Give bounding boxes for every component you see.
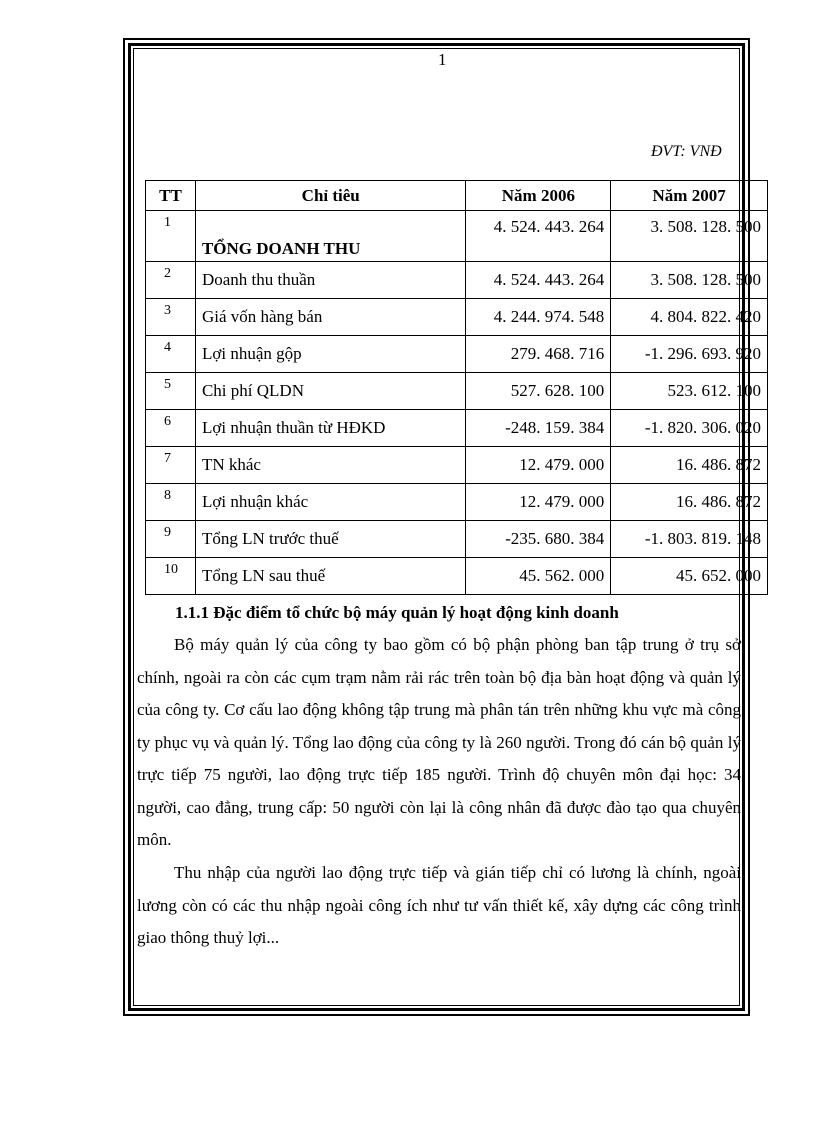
row-value-2006: 4. 244. 974. 548 (466, 299, 611, 336)
table-row (146, 410, 768, 447)
table-row (146, 336, 768, 373)
table-row (146, 447, 768, 484)
row-value-2006: 4. 524. 443. 264 (466, 211, 611, 262)
row-value-2007: 523. 612. 100 (611, 373, 768, 410)
row-value-2006: -248. 159. 384 (466, 410, 611, 447)
row-indicator: Tổng LN trước thuế (195, 521, 466, 558)
row-index: 10 (146, 558, 196, 595)
row-indicator: Giá vốn hàng bán (195, 299, 466, 336)
row-indicator: TN khác (195, 447, 466, 484)
row-value-2006: 279. 468. 716 (466, 336, 611, 373)
row-indicator: Chi phí QLDN (195, 373, 466, 410)
unit-label: ĐVT: VNĐ (651, 143, 722, 160)
paragraph-management-structure: Bộ máy quản lý của công ty bao gồm có bộ phận phòng ban tập trung ở trụ sở chính, ngoài ra còn các cụm trạm nằm rải rác trên toàn bộ địa bàn hoạt động và quản lý của công ty. Cơ cấu lao động không tập trung mà phân tán trên những khu vực mà công ty phục vụ và quản lý. Tổng lao động của công ty là 260 người. Trong đó cán bộ quản lý trực tiếp 75 người, lao động trực tiếp 185 người. Trình độ chuyên môn đại học: 34 người, cao đẳng, trung cấp: 50 người còn lại là công nhân đã được đào tạo qua chuyên môn. (137, 635, 741, 849)
row-value-2007: -1. 820. 306. 020 (611, 410, 768, 447)
row-value-2006: 4. 524. 443. 264 (466, 262, 611, 299)
row-indicator: Lợi nhuận thuần từ HĐKD (195, 410, 466, 447)
row-indicator: Doanh thu thuần (195, 262, 466, 299)
header-indicator: Chỉ tiêu (195, 181, 466, 211)
table-row (146, 211, 768, 262)
row-value-2007: -1. 296. 693. 920 (611, 336, 768, 373)
row-index: 6 (146, 410, 196, 447)
financial-table (145, 180, 768, 595)
row-value-2006: 45. 562. 000 (466, 558, 611, 595)
row-value-2007: 45. 652. 000 (611, 558, 768, 595)
page-number: 1 (438, 50, 447, 69)
header-tt: TT (146, 181, 196, 211)
row-value-2006: 527. 628. 100 (466, 373, 611, 410)
row-value-2007: 3. 508. 128. 500 (611, 211, 768, 262)
table-header-row (146, 181, 768, 211)
row-value-2007: 16. 486. 872 (611, 447, 768, 484)
row-indicator: Tổng LN sau thuế (195, 558, 466, 595)
table-row (146, 484, 768, 521)
row-value-2006: -235. 680. 384 (466, 521, 611, 558)
table-row (146, 521, 768, 558)
row-index: 1 (146, 211, 196, 262)
header-year-2006: Năm 2006 (466, 181, 611, 211)
section-heading: 1.1.1 Đặc điểm tổ chức bộ máy quản lý hoạt động kinh doanh (175, 603, 619, 622)
row-indicator: Lợi nhuận gộp (195, 336, 466, 373)
row-index: 8 (146, 484, 196, 521)
row-index: 5 (146, 373, 196, 410)
row-value-2007: 3. 508. 128. 500 (611, 262, 768, 299)
row-index: 4 (146, 336, 196, 373)
row-value-2006: 12. 479. 000 (466, 484, 611, 521)
row-value-2006: 12. 479. 000 (466, 447, 611, 484)
header-year-2007: Năm 2007 (611, 181, 768, 211)
row-indicator: TỔNG DOANH THU (195, 211, 466, 262)
row-value-2007: -1. 803. 819. 148 (611, 521, 768, 558)
row-value-2007: 4. 804. 822. 420 (611, 299, 768, 336)
row-index: 2 (146, 262, 196, 299)
table-row (146, 558, 768, 595)
table-row (146, 299, 768, 336)
row-index: 3 (146, 299, 196, 336)
paragraph-income: Thu nhập của người lao động trực tiếp và gián tiếp chỉ có lương là chính, ngoài lương còn có các thu nhập ngoài công ích như tư vấn thiết kế, xây dựng các công trình giao thông thuỷ lợi... (137, 863, 741, 947)
row-index: 7 (146, 447, 196, 484)
table-row (146, 373, 768, 410)
table-row (146, 262, 768, 299)
row-value-2007: 16. 486. 872 (611, 484, 768, 521)
row-indicator: Lợi nhuận khác (195, 484, 466, 521)
row-index: 9 (146, 521, 196, 558)
